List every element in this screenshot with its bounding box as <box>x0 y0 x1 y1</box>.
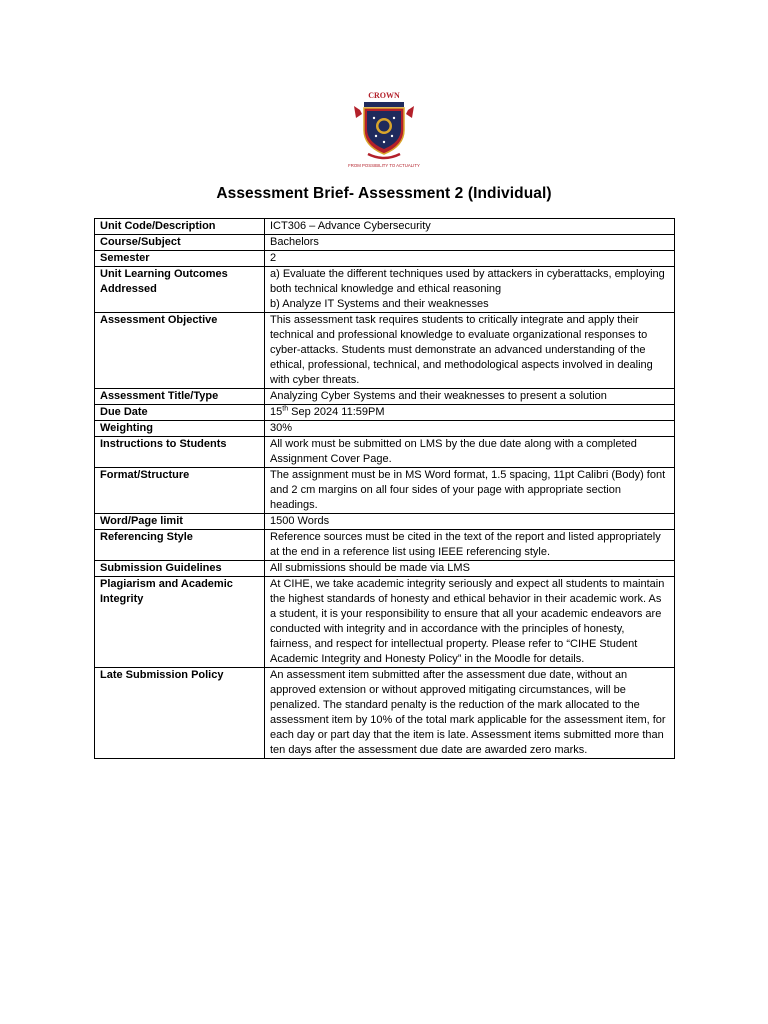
table-row <box>95 251 675 267</box>
learning-outcome-a: a) Evaluate the different techniques used by attackers in cyberattacks, employing both technical knowledge and ethical reasoning <box>270 268 665 295</box>
row-value: This assessment task requires students to critically integrate and apply their technical and professional knowledge to evaluate organizational responses to cyber-attacks. Students must demonstrate an advanced understanding of the ethical, professional, technical, and methodological aspects involved in dealing with cyber threats. <box>265 313 675 389</box>
due-rest: Sep 2024 11:59PM <box>288 406 385 418</box>
table-row <box>95 421 675 437</box>
document-title: Assessment Brief- Assessment 2 (Individual) <box>216 185 552 202</box>
table-row <box>95 514 675 530</box>
table-row <box>95 405 675 421</box>
row-value: At CIHE, we take academic integrity seriously and expect all students to maintain the highest standards of honesty and ethical behavior in their academic work. As a student, it is your responsibility to ensure that all your academic endeavors are conducted with integrity and in accordance with the principles of honesty, fairness, and respect for intellectual property. Please refer to “CIHE Student Academic Integrity and Honesty Policy” in the Moodle for details. <box>265 577 675 668</box>
row-label: Referencing Style <box>95 530 265 561</box>
table-row <box>95 468 675 514</box>
crest-emblem <box>338 88 430 170</box>
table-row <box>95 577 675 668</box>
row-value: 30% <box>265 421 675 437</box>
table-row <box>95 267 675 313</box>
row-label: Submission Guidelines <box>95 561 265 577</box>
row-value <box>265 267 675 313</box>
row-label: Late Submission Policy <box>95 668 265 759</box>
assessment-brief-table <box>94 218 675 759</box>
due-ordinal: th <box>282 405 289 413</box>
row-value: Analyzing Cyber Systems and their weaknesses to present a solution <box>265 389 675 405</box>
row-label: Unit Learning Outcomes Addressed <box>95 267 265 313</box>
row-label: Plagiarism and Academic Integrity <box>95 577 265 668</box>
row-value: All submissions should be made via LMS <box>265 561 675 577</box>
row-label: Word/Page limit <box>95 514 265 530</box>
row-label: Assessment Objective <box>95 313 265 389</box>
row-value: ICT306 – Advance Cybersecurity <box>265 219 675 235</box>
row-value: Bachelors <box>265 235 675 251</box>
learning-outcome-b: b) Analyze IT Systems and their weaknesses <box>270 298 489 310</box>
row-label: Instructions to Students <box>95 437 265 468</box>
table-row <box>95 389 675 405</box>
table-row <box>95 530 675 561</box>
due-day: 15 <box>270 406 283 418</box>
row-label: Unit Code/Description <box>95 219 265 235</box>
row-value: An assessment item submitted after the assessment due date, without an approved extension or without approved mitigating circumstances, will be penalized. The standard penalty is the reduction of the mark allocated to the assessment item by 10% of the total mark applicable for the assessment item, for each day or part day that the item is late. Assessment items submitted more than ten days after the assessment due date are awarded zero marks. <box>265 668 675 759</box>
table-row <box>95 561 675 577</box>
row-value: 1500 Words <box>265 514 675 530</box>
row-value: All work must be submitted on LMS by the due date along with a completed Assignment Cover Page. <box>265 437 675 468</box>
institution-logo <box>338 88 430 170</box>
row-label: Assessment Title/Type <box>95 389 265 405</box>
row-label: Format/Structure <box>95 468 265 514</box>
row-value: 2 <box>265 251 675 267</box>
table-row <box>95 235 675 251</box>
row-label: Course/Subject <box>95 235 265 251</box>
table-row <box>95 437 675 468</box>
row-label: Due Date <box>95 405 265 421</box>
table-row <box>95 668 675 759</box>
row-label: Weighting <box>95 421 265 437</box>
row-value: The assignment must be in MS Word format, 1.5 spacing, 11pt Calibri (Body) font and 2 cm margins on all four sides of your page with appropriate section headings. <box>265 468 675 514</box>
logo-motto: FROM POSSIBILITY TO ACTUALITY <box>348 163 420 168</box>
due-date-value <box>265 405 675 421</box>
table-row <box>95 313 675 389</box>
row-label: Semester <box>95 251 265 267</box>
logo-wordmark: CROWN <box>368 91 400 100</box>
table-row <box>95 219 675 235</box>
row-value: Reference sources must be cited in the text of the report and listed appropriately at the end in a reference list using IEEE referencing style. <box>265 530 675 561</box>
